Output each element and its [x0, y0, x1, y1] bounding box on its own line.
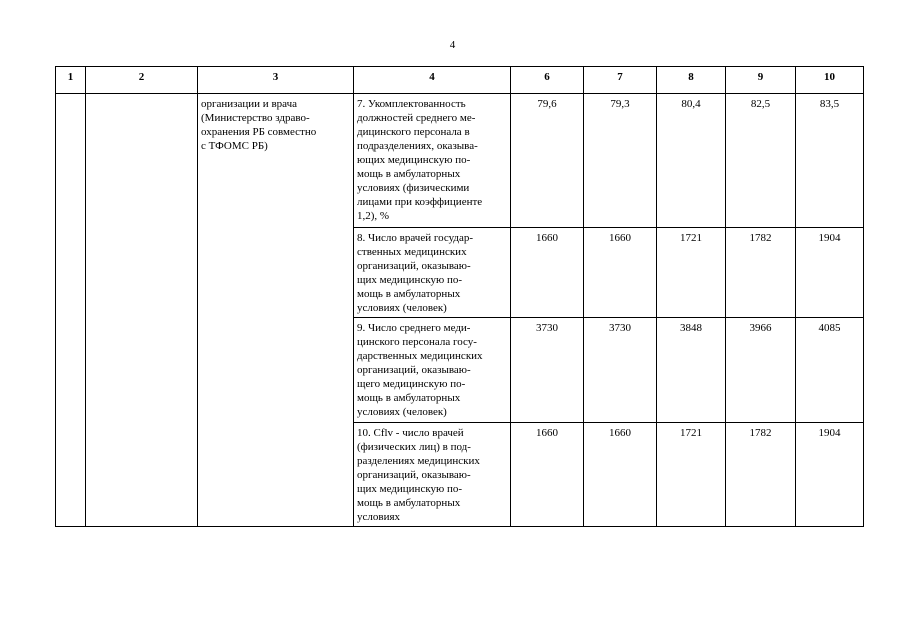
indicator-cell: 8. Число врачей государ- ственных медицинских организаций, оказываю- щих медицинскую по- мощь в амбулаторных условиях (человек) — [354, 228, 511, 318]
value-cell: 82,5 — [726, 94, 796, 228]
column-header: 1 — [56, 67, 86, 94]
indicator-cell: 9. Число среднего меди- цинского персонала госу- дарственных медицинских организаций, оказываю- щего медицинскую по- мощь в амбулаторных условиях (человек) — [354, 318, 511, 423]
value-cell: 3848 — [657, 318, 726, 423]
value-cell: 3730 — [584, 318, 657, 423]
indicator-cell: 10. Cflv - число врачей (физических лиц) в под- разделениях медицинских организаций, оказываю- щих медицинскую по- мощь в амбулаторных условиях — [354, 423, 511, 527]
value-cell: 79,3 — [584, 94, 657, 228]
value-cell: 3966 — [726, 318, 796, 423]
table-row — [56, 94, 864, 228]
column-header: 8 — [657, 67, 726, 94]
value-cell: 1721 — [657, 228, 726, 318]
value-cell: 4085 — [796, 318, 864, 423]
column-header: 6 — [511, 67, 584, 94]
column-header: 4 — [354, 67, 511, 94]
value-cell: 1721 — [657, 423, 726, 527]
value-cell: 1904 — [796, 228, 864, 318]
indicator-cell: 7. Укомплектованность должностей среднего ме- дицинского персонала в подразделениях, оказыва- ющих медицинскую по- мощь в амбулаторных условиях (физическими лицами при коэффициенте 1,2), % — [354, 94, 511, 228]
column-header: 9 — [726, 67, 796, 94]
column-header: 3 — [198, 67, 354, 94]
value-cell: 80,4 — [657, 94, 726, 228]
value-cell: 1660 — [584, 423, 657, 527]
value-cell: 1782 — [726, 228, 796, 318]
column-header: 10 — [796, 67, 864, 94]
table-header-row — [56, 67, 864, 94]
value-cell: 1660 — [511, 228, 584, 318]
page-number: 4 — [449, 39, 456, 51]
value-cell: 79,6 — [511, 94, 584, 228]
value-cell: 3730 — [511, 318, 584, 423]
col1-cell — [56, 94, 86, 527]
col2-cell — [86, 94, 198, 527]
column-header: 2 — [86, 67, 198, 94]
value-cell: 1660 — [511, 423, 584, 527]
responsible-cell: организации и врача (Министерство здраво- охранения РБ совместно с ТФОМС РБ) — [198, 94, 354, 527]
value-cell: 1904 — [796, 423, 864, 527]
value-cell: 1782 — [726, 423, 796, 527]
value-cell: 83,5 — [796, 94, 864, 228]
indicators-table — [55, 66, 864, 527]
value-cell: 1660 — [584, 228, 657, 318]
column-header: 7 — [584, 67, 657, 94]
